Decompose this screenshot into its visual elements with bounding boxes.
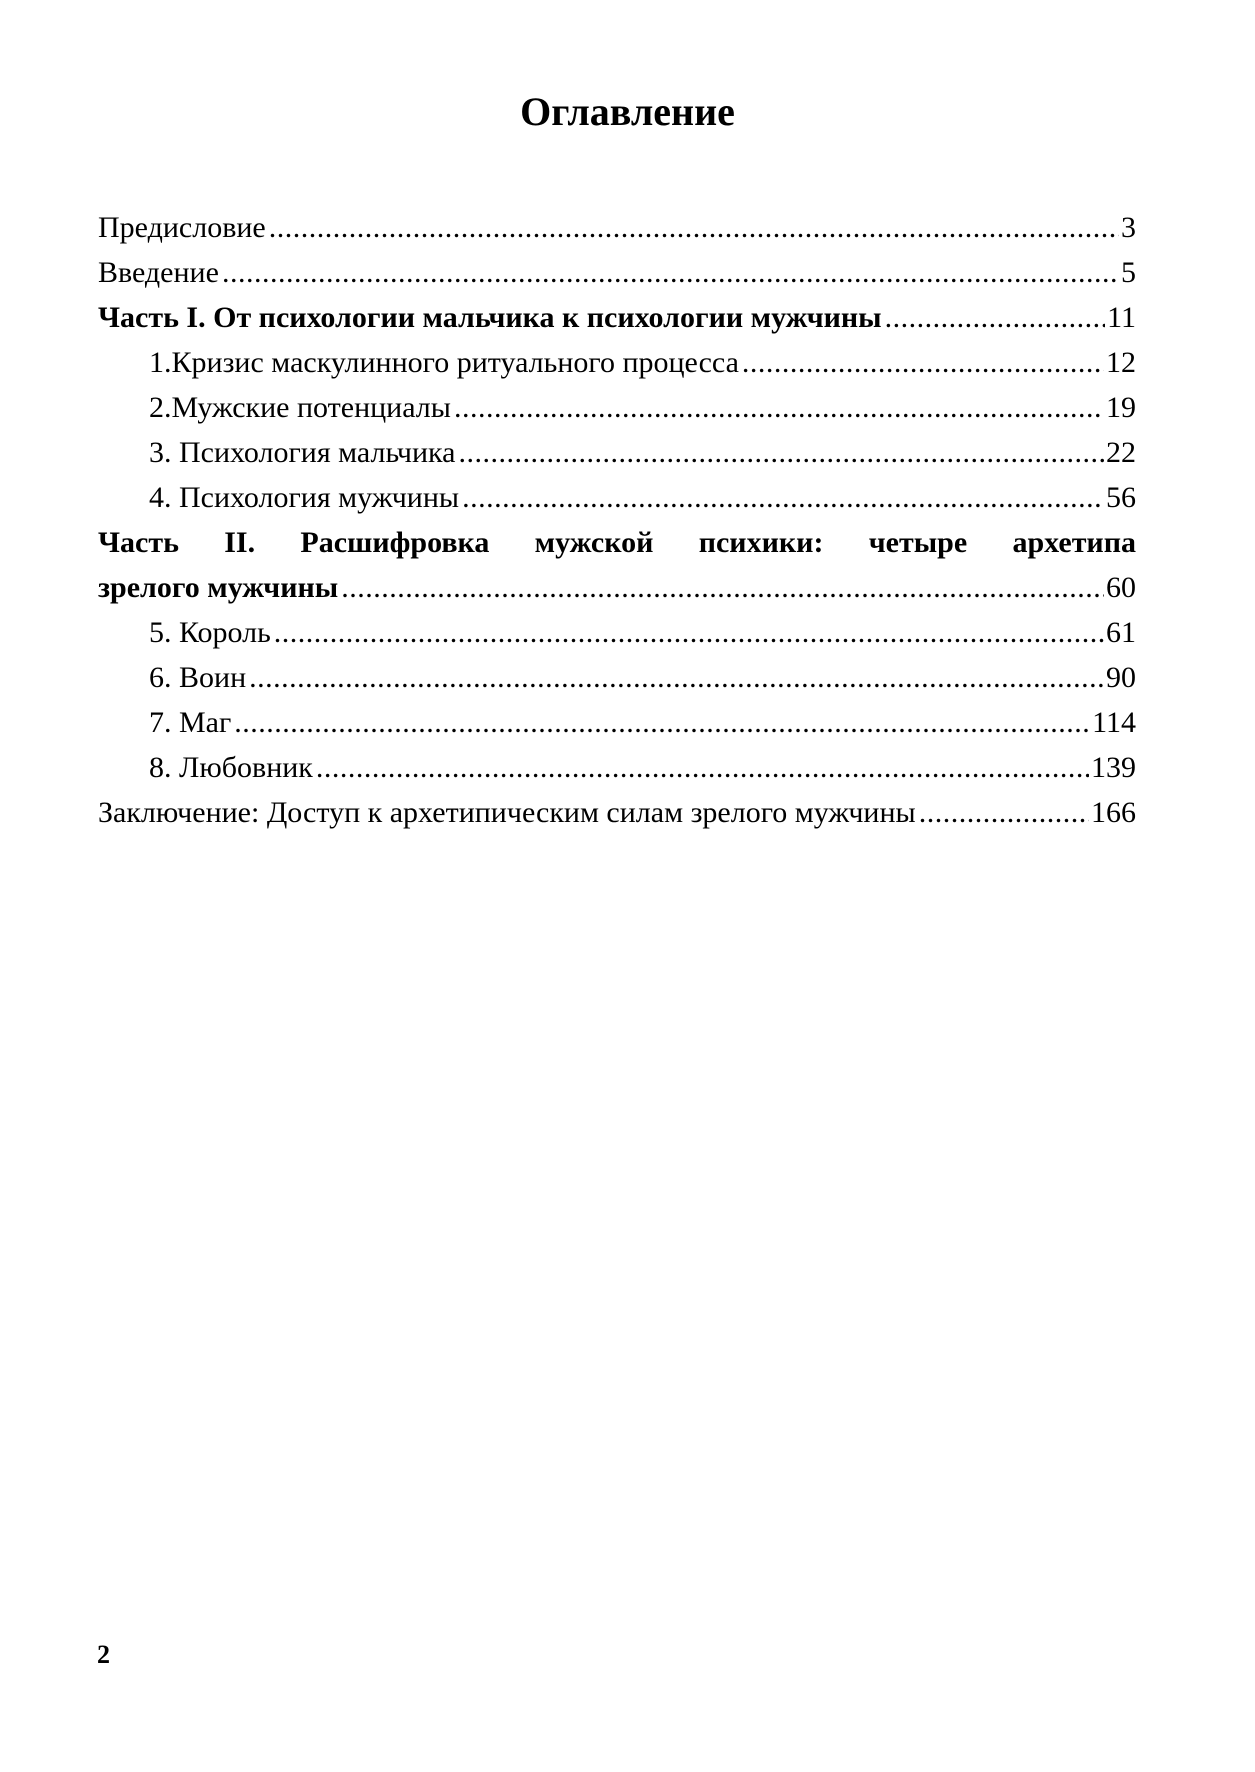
toc-entry-label: 1.Кризис маскулинного ритуального процесса bbox=[149, 346, 739, 379]
toc-entry-label: 2.Мужские потенциалы bbox=[149, 391, 451, 424]
toc-entry-label-continuation: зрелого мужчины bbox=[98, 571, 339, 604]
toc-page-number: 22 bbox=[1106, 436, 1136, 469]
toc-entry-part-2-line-1 bbox=[98, 520, 1136, 565]
toc-page-number: 90 bbox=[1106, 661, 1136, 694]
dot-leader bbox=[462, 475, 1104, 520]
dot-leader bbox=[269, 205, 1119, 250]
dot-leader bbox=[341, 565, 1104, 610]
dot-leader bbox=[249, 655, 1104, 700]
toc-page-number: 5 bbox=[1121, 256, 1136, 289]
dot-leader bbox=[222, 250, 1119, 295]
toc-entry-label: 8. Любовник bbox=[149, 751, 313, 784]
toc-page-number: 61 bbox=[1106, 616, 1136, 649]
toc-entry-preface bbox=[98, 205, 1136, 250]
toc-entry-chapter-1 bbox=[98, 340, 1136, 385]
dot-leader bbox=[458, 430, 1104, 475]
toc-entry-label: Часть I. От психологии мальчика к психологии мужчины bbox=[98, 301, 882, 334]
toc-entry-part-1 bbox=[98, 295, 1136, 340]
toc-page-number: 56 bbox=[1106, 481, 1136, 514]
toc-page-number: 11 bbox=[1107, 301, 1136, 334]
toc-entry-part-2 bbox=[98, 565, 1136, 610]
toc-entry-label: 7. Маг bbox=[149, 706, 232, 739]
dot-leader bbox=[234, 700, 1090, 745]
dot-leader bbox=[274, 610, 1104, 655]
toc-entry-label: Предисловие bbox=[98, 211, 266, 244]
toc-entry-chapter-3 bbox=[98, 430, 1136, 475]
toc-entry-conclusion bbox=[98, 790, 1136, 835]
dot-leader bbox=[454, 385, 1104, 430]
toc-page-number: 3 bbox=[1121, 211, 1136, 244]
toc-entry-label: 4. Психология мужчины bbox=[149, 481, 460, 514]
toc-entry-label: Заключение: Доступ к архетипическим силам зрелого мужчины bbox=[98, 796, 916, 829]
toc-entry-label: 6. Воин bbox=[149, 661, 247, 694]
toc-page-number: 139 bbox=[1091, 751, 1136, 784]
toc-page-number: 114 bbox=[1092, 706, 1136, 739]
dot-leader bbox=[919, 790, 1089, 835]
toc-entry-chapter-7 bbox=[98, 700, 1136, 745]
toc-entry-chapter-2 bbox=[98, 385, 1136, 430]
page-number: 2 bbox=[97, 1640, 110, 1669]
toc-page-number: 60 bbox=[1106, 571, 1136, 604]
toc-page-number: 12 bbox=[1106, 346, 1136, 379]
toc-entry-label: Введение bbox=[98, 256, 219, 289]
toc-entry-chapter-6 bbox=[98, 655, 1136, 700]
dot-leader bbox=[742, 340, 1104, 385]
dot-leader bbox=[885, 295, 1106, 340]
page-title: Оглавление bbox=[520, 89, 735, 134]
toc-entry-chapter-8 bbox=[98, 745, 1136, 790]
toc-entry-intro bbox=[98, 250, 1136, 295]
table-of-contents bbox=[98, 205, 1136, 835]
dot-leader bbox=[316, 745, 1089, 790]
toc-entry-chapter-4 bbox=[98, 475, 1136, 520]
toc-page-number: 19 bbox=[1106, 391, 1136, 424]
toc-entry-chapter-5 bbox=[98, 610, 1136, 655]
toc-entry-label: 3. Психология мальчика bbox=[149, 436, 456, 469]
toc-entry-label: 5. Король bbox=[149, 616, 271, 649]
toc-page-number: 166 bbox=[1091, 796, 1136, 829]
toc-entry-label: Часть II. Расшифровка мужской психики: четыре архетипа bbox=[98, 526, 1136, 559]
